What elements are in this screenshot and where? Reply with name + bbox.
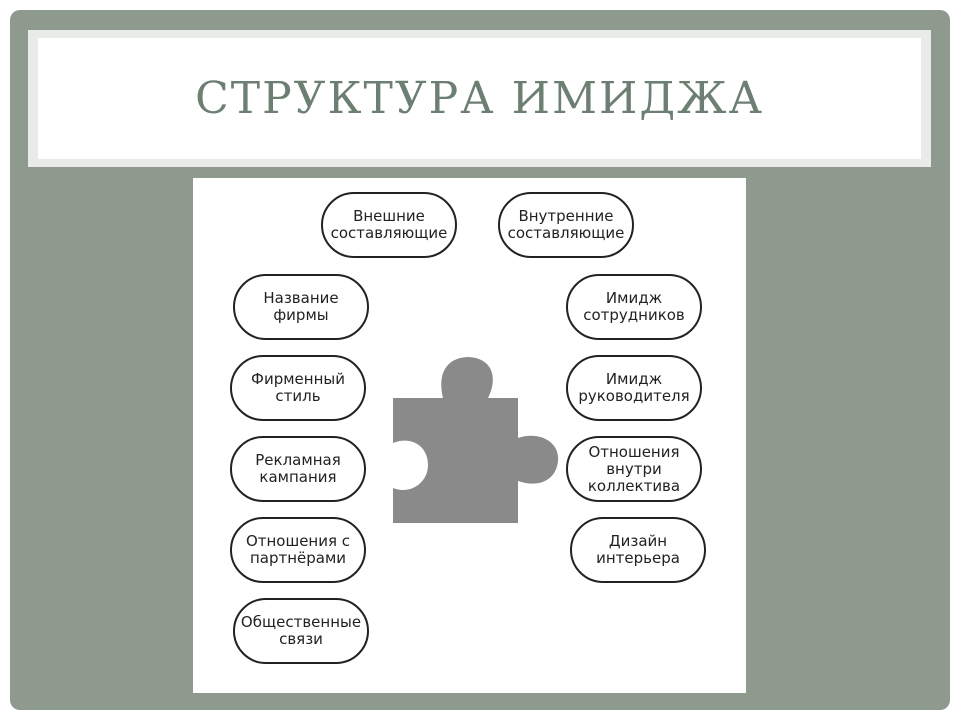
external-item: Название фирмы — [233, 274, 369, 340]
external-item: Отношения с партнёрами — [230, 517, 366, 583]
internal-item: Отношения внутри коллектива — [566, 436, 702, 502]
external-item: Рекламная кампания — [230, 436, 366, 502]
internal-components-header: Внутренние составляющие — [498, 192, 634, 258]
external-components-header: Внешние составляющие — [321, 192, 457, 258]
internal-item: Имидж сотрудников — [566, 274, 702, 340]
internal-item: Имидж руководителя — [566, 355, 702, 421]
internal-item: Дизайн интерьера — [570, 517, 706, 583]
puzzle-piece-icon — [388, 353, 568, 528]
title-panel — [38, 38, 921, 159]
image-structure-diagram — [193, 178, 746, 693]
title-frame — [28, 30, 931, 167]
external-item: Общественные связи — [233, 598, 369, 664]
slide-title: СТРУКТУРА ИМИДЖА — [195, 73, 764, 124]
external-item: Фирменный стиль — [230, 355, 366, 421]
